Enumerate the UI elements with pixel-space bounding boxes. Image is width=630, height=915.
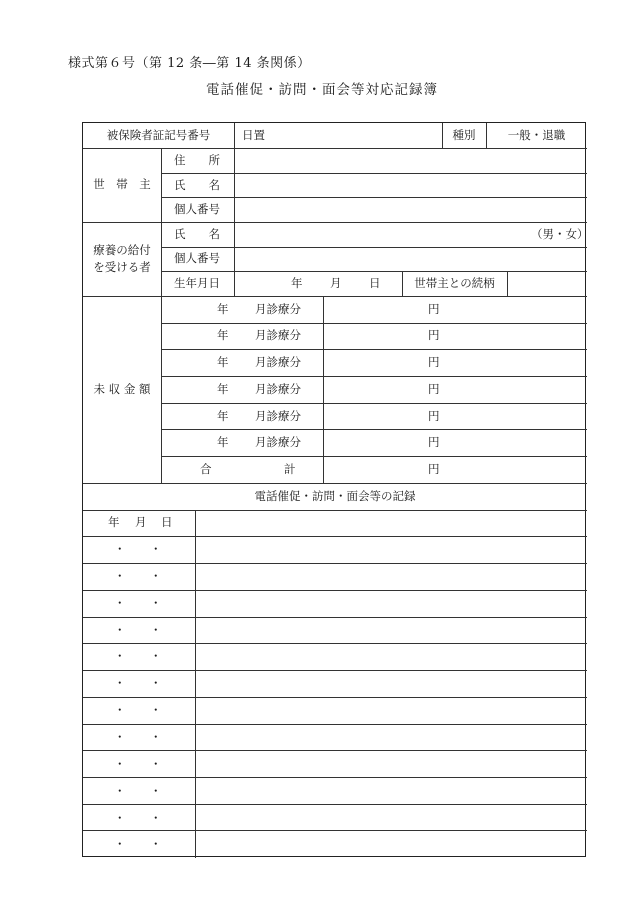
record-entry-field[interactable] (196, 671, 586, 696)
date-separator-dot: ・ (150, 757, 162, 771)
record-entry-field[interactable] (196, 618, 586, 643)
record-entry-field[interactable] (196, 779, 586, 804)
dob-day-unit: 日 (369, 276, 381, 290)
yen-unit: 円 (428, 382, 440, 396)
recipient-name-label: 氏 名 (174, 227, 220, 241)
date-separator-dot: ・ (150, 623, 162, 637)
date-separator-dot: ・ (150, 542, 162, 556)
date-separator-dot: ・ (114, 596, 126, 610)
record-entry-field[interactable] (196, 698, 586, 723)
date-separator-dot: ・ (150, 703, 162, 717)
billing-year-unit: 年 (217, 328, 229, 342)
col-divider (234, 123, 235, 148)
gender-options[interactable]: （男・女） (531, 227, 589, 241)
total-label-char1: 合 (200, 462, 212, 476)
record-entry-field[interactable] (196, 644, 586, 669)
billing-month-suffix: 月診療分 (255, 328, 301, 342)
record-entry-field[interactable] (196, 806, 586, 831)
form-number-label: 様式第６号（第 12 条―第 14 条関係） (68, 56, 311, 71)
recipient-personal-number-field[interactable] (235, 248, 586, 270)
total-label-char2: 計 (284, 462, 296, 476)
row-divider (83, 510, 587, 511)
row-divider (83, 777, 587, 778)
date-separator-dot: ・ (150, 569, 162, 583)
billing-month-suffix: 月診療分 (255, 355, 301, 369)
billing-year-unit: 年 (217, 302, 229, 316)
head-personal-number-field[interactable] (235, 198, 586, 221)
dob-label: 生年月日 (174, 276, 220, 290)
row-divider (83, 483, 587, 484)
recipient-name-field[interactable] (235, 223, 525, 246)
date-separator-dot: ・ (150, 676, 162, 690)
col-divider (323, 296, 324, 483)
billing-month-suffix: 月診療分 (255, 435, 301, 449)
row-divider (161, 456, 587, 457)
row-divider (83, 804, 587, 805)
record-form (82, 122, 589, 857)
recipient-label-line1: 療養の給付 (93, 243, 151, 257)
date-separator-dot: ・ (114, 811, 126, 825)
billing-year-unit: 年 (217, 435, 229, 449)
head-name-label: 氏 名 (174, 178, 220, 192)
insured-id-label: 被保険者証記号番号 (106, 128, 211, 142)
page-title: 電話催促・訪問・面会等対応記録簿 (206, 82, 438, 98)
yen-unit: 円 (428, 435, 440, 449)
address-label: 住 所 (174, 153, 220, 167)
row-divider (161, 323, 587, 324)
head-name-field[interactable] (235, 174, 586, 196)
dob-month-unit: 月 (330, 276, 342, 290)
date-separator-dot: ・ (150, 730, 162, 744)
yen-unit: 円 (428, 409, 440, 423)
date-separator-dot: ・ (150, 784, 162, 798)
address-field[interactable] (235, 149, 586, 172)
date-separator-dot: ・ (114, 784, 126, 798)
billing-year-unit: 年 (217, 409, 229, 423)
row-divider (161, 403, 587, 404)
date-separator-dot: ・ (114, 542, 126, 556)
record-entry-field[interactable] (196, 752, 586, 777)
date-header-year: 年 (108, 515, 120, 529)
date-separator-dot: ・ (150, 596, 162, 610)
date-separator-dot: ・ (114, 837, 126, 851)
date-separator-dot: ・ (150, 811, 162, 825)
row-divider (83, 750, 587, 751)
date-separator-dot: ・ (114, 569, 126, 583)
row-divider (161, 376, 587, 377)
row-divider (161, 429, 587, 430)
record-entry-field[interactable] (196, 591, 586, 616)
relationship-label: 世帯主との続柄 (414, 276, 495, 290)
type-label: 種別 (452, 128, 476, 142)
household-head-label: 世 帯 主 (93, 177, 151, 191)
type-options[interactable]: 一般・退職 (507, 128, 566, 142)
date-separator-dot: ・ (114, 623, 126, 637)
dob-year-unit: 年 (291, 276, 303, 290)
records-section-title: 電話催促・訪問・面会等の記録 (254, 489, 416, 503)
date-header-month: 月 (135, 515, 147, 529)
date-separator-dot: ・ (114, 703, 126, 717)
billing-month-suffix: 月診療分 (255, 382, 301, 396)
recipient-label-line2: を受ける者 (93, 260, 151, 274)
yen-unit: 円 (428, 462, 440, 476)
relationship-field[interactable] (508, 272, 586, 295)
row-divider (161, 349, 587, 350)
date-separator-dot: ・ (114, 649, 126, 663)
location-label: 日置 (242, 128, 265, 142)
date-header-day: 日 (161, 515, 173, 529)
yen-unit: 円 (428, 355, 440, 369)
date-separator-dot: ・ (150, 837, 162, 851)
billing-month-suffix: 月診療分 (255, 302, 301, 316)
row-divider (83, 296, 587, 297)
billing-year-unit: 年 (217, 355, 229, 369)
yen-unit: 円 (428, 302, 440, 316)
date-separator-dot: ・ (150, 649, 162, 663)
billing-month-suffix: 月診療分 (255, 409, 301, 423)
yen-unit: 円 (428, 328, 440, 342)
record-entry-field[interactable] (196, 564, 586, 589)
billing-year-unit: 年 (217, 382, 229, 396)
recipient-personal-number-label: 個人番号 (174, 251, 220, 265)
record-entry-field[interactable] (196, 832, 586, 857)
date-separator-dot: ・ (114, 676, 126, 690)
date-separator-dot: ・ (114, 730, 126, 744)
head-personal-number-label: 個人番号 (174, 202, 220, 216)
date-separator-dot: ・ (114, 757, 126, 771)
col-divider (161, 148, 162, 483)
record-entry-field[interactable] (196, 725, 586, 750)
record-entry-field[interactable] (196, 537, 586, 562)
unpaid-amount-label: 未 収 金 額 (93, 382, 151, 396)
